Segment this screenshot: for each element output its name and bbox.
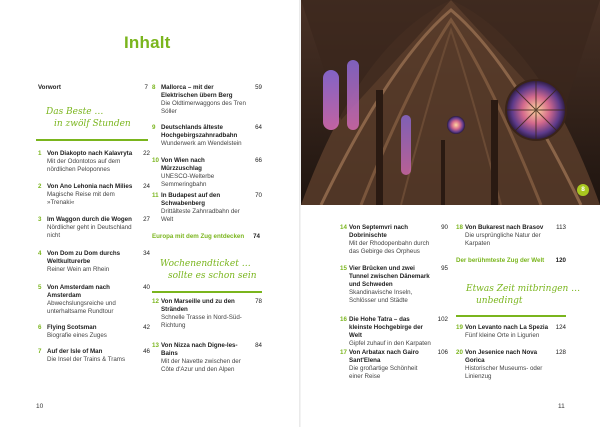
- toc-entry-page: 27: [143, 216, 150, 223]
- toc-entry-title: Von Dom zu Dom durchs Weltkulturerbe: [47, 250, 121, 265]
- toc-entry-body: [152, 157, 262, 189]
- toc-entry-body: [152, 192, 262, 224]
- toc-entry-body: [38, 150, 150, 174]
- toc-entry-number: 18: [456, 224, 463, 231]
- toc-entry-body: [38, 250, 150, 274]
- toc-entry-number: 20: [456, 349, 463, 356]
- toc-entry-title: Von Amsterdam nach Amsterdam: [47, 284, 110, 299]
- toc-entry[interactable]: [152, 157, 262, 189]
- toc-entry-page: 84: [255, 342, 262, 349]
- toc-entry-page: 70: [255, 192, 262, 199]
- toc-entry-page: 106: [437, 349, 448, 356]
- toc-entry-subtitle: Mit der Rhodopenbahn durch das Gebirge des Orpheus: [349, 240, 430, 255]
- toc-entry-page: 46: [143, 348, 150, 355]
- toc-entry-page: 42: [143, 324, 150, 331]
- toc-entry[interactable]: [38, 150, 150, 174]
- toc-entry-title: Deutschlands älteste Hochgebirgszahnradbahn: [161, 124, 238, 139]
- section-heading-beste: [46, 106, 131, 130]
- toc-entry[interactable]: [152, 192, 262, 224]
- toc-entry-number: 15: [340, 265, 347, 272]
- toc-entry[interactable]: [38, 324, 150, 340]
- toc-entry-subtitle: Die großartige Schönheit einer Reise: [349, 365, 418, 380]
- toc-entry[interactable]: [152, 124, 262, 148]
- toc-entry-subtitle: Die ursprüngliche Natur der Karpaten: [465, 232, 541, 247]
- toc-entry-body: [152, 124, 262, 148]
- toc-entry-page: 22: [143, 150, 150, 157]
- toc-entry-body: [340, 224, 448, 256]
- cathedral-photo: [301, 0, 600, 205]
- toc-entry-page: 102: [437, 316, 448, 323]
- toc-entry[interactable]: [38, 348, 150, 364]
- toc-entry-subtitle: Nördlicher geht in Deutschland nicht: [47, 224, 132, 239]
- toc-entry-subtitle: Gipfel zuhauf in den Karpaten: [349, 340, 431, 347]
- toc-entry-title: Die Hohe Tatra – das kleinste Hochgebirge der Welt: [349, 316, 423, 339]
- toc-entry-subtitle: Skandinavische Inseln, Schlösser und Städte: [349, 289, 413, 304]
- toc-entry-body: [38, 324, 150, 340]
- toc-entry-body: [456, 349, 566, 381]
- toc-entry-title: Auf der Isle of Man: [47, 348, 103, 355]
- toc-entry-body: [152, 298, 262, 330]
- toc-entry-title: Von Nizza nach Digne-les-Bains: [161, 342, 238, 357]
- toc-entry[interactable]: [456, 324, 566, 340]
- toc-entry-number: 16: [340, 316, 347, 323]
- toc-entry-page: 74: [253, 233, 260, 240]
- toc-entry[interactable]: [340, 224, 448, 256]
- toc-entry-subtitle: Schnelle Trasse in Nord-Süd-Richtung: [161, 314, 242, 329]
- toc-entry[interactable]: [456, 349, 566, 381]
- toc-entry-page: 40: [143, 284, 150, 291]
- toc-entry-page: 34: [143, 250, 150, 257]
- toc-entry-subtitle: Die Insel der Trains & Trams: [47, 356, 126, 363]
- section-heading-line: in zwölf Stunden: [54, 119, 131, 129]
- toc-entry-page: 24: [143, 183, 150, 190]
- toc-entry-title: In Budapest auf den Schwabenberg: [161, 192, 221, 207]
- section-underline: [456, 315, 566, 317]
- section-underline: [36, 139, 148, 141]
- toc-entry-number: 11: [152, 192, 159, 199]
- toc-entry-body: [152, 84, 262, 116]
- toc-entry-page: 90: [441, 224, 448, 231]
- toc-entry-title: Von Jesenice nach Nova Gorica: [465, 349, 538, 364]
- toc-entry-body: [38, 216, 150, 240]
- toc-entry-page: 124: [555, 324, 566, 331]
- toc-entry-subtitle: Historischer Museums- oder Linienzug: [465, 365, 543, 380]
- toc-entry-body: [340, 349, 448, 381]
- toc-entry-title: Von Wien nach Mürzzuschlag: [161, 157, 205, 172]
- toc-entry-title: Flying Scotsman: [47, 324, 97, 331]
- toc-entry-number: 10: [152, 157, 159, 164]
- toc-entry-vorwort[interactable]: [38, 84, 148, 92]
- toc-entry-title: Von Bukarest nach Brasov: [465, 224, 544, 231]
- toc-entry-subtitle: Reiner Wein am Rhein: [47, 266, 110, 273]
- toc-entry-body: [340, 316, 448, 348]
- toc-entry-subtitle: Fünf kleine Orte in Ligurien: [465, 332, 540, 339]
- toc-entry-number: 9: [152, 124, 156, 131]
- section-heading-wochenende: [160, 258, 257, 282]
- toc-entry-number: 13: [152, 342, 159, 349]
- toc-entry-number: 1: [38, 150, 42, 157]
- toc-entry-title: Mallorca – mit der Elektrischen übern Berg: [161, 84, 233, 99]
- toc-entry[interactable]: [340, 316, 448, 348]
- toc-entry[interactable]: [38, 250, 150, 274]
- toc-entry-page: 95: [441, 265, 448, 272]
- toc-entry-body: [38, 284, 150, 316]
- toc-entry-page: 7: [144, 84, 148, 91]
- toc-entry-body: [38, 348, 150, 364]
- toc-entry[interactable]: [38, 216, 150, 240]
- toc-entry-number: 19: [456, 324, 463, 331]
- section-underline: [152, 291, 262, 293]
- page-badge: 8: [577, 184, 589, 196]
- toc-entry-europa[interactable]: [152, 233, 260, 241]
- toc-entry-number: 4: [38, 250, 42, 257]
- toc-entry-number: 5: [38, 284, 42, 291]
- toc-entry[interactable]: [456, 224, 566, 248]
- toc-entry-page: 113: [556, 224, 566, 231]
- toc-entry-title: Im Waggon durch die Wogen: [47, 216, 132, 223]
- page-title: Inhalt: [124, 33, 171, 52]
- toc-entry-title: Vorwort: [38, 84, 61, 91]
- page-number-right: 11: [558, 403, 565, 410]
- toc-entry-subtitle: Mit der Odontotos auf dem nördlichen Peloponnes: [47, 158, 121, 173]
- toc-entry-title: Von Arbatax nach Gairo Sant'Elena: [349, 349, 419, 364]
- toc-entry[interactable]: [152, 298, 262, 330]
- toc-entry-beruehmt[interactable]: [456, 257, 566, 265]
- toc-entry-body: [38, 183, 150, 207]
- toc-entry-number: 2: [38, 183, 42, 190]
- toc-entry-title: Von Marseille und zu den Stränden: [161, 298, 235, 313]
- toc-entry[interactable]: [38, 284, 150, 316]
- toc-entry-number: 3: [38, 216, 42, 223]
- section-heading-line: Etwas Zeit mitbringen …: [466, 284, 581, 294]
- toc-entry-body: [456, 324, 566, 340]
- toc-entry-body: [340, 265, 448, 305]
- toc-entry-subtitle: Wunderwerk am Wendelstein: [161, 140, 242, 147]
- section-heading-line: Das Beste …: [46, 107, 104, 117]
- toc-entry[interactable]: [152, 342, 262, 374]
- toc-entry-title: Von Septemvri nach Dobrinischte: [349, 224, 409, 239]
- toc-entry-title: Der berühmteste Zug der Welt: [456, 257, 545, 264]
- toc-entry-subtitle: Drittälteste Zahnradbahn der Welt: [161, 208, 240, 223]
- toc-entry-number: 6: [38, 324, 42, 331]
- toc-entry-page: 78: [255, 298, 262, 305]
- toc-entry-subtitle: Abwechslungsreiche und unterhaltsame Rundtour: [47, 300, 116, 315]
- page-number-left: 10: [36, 403, 44, 410]
- toc-entry-subtitle: Biografie eines Zuges: [47, 332, 107, 339]
- toc-entry-body: [152, 342, 262, 374]
- toc-entry-number: 17: [340, 349, 347, 356]
- toc-entry-page: 66: [255, 157, 262, 164]
- toc-entry-number: 7: [38, 348, 42, 355]
- toc-entry-number: 14: [340, 224, 347, 231]
- toc-entry-title: Von Ano Lehonia nach Milies: [47, 183, 133, 190]
- toc-entry-title: Von Levanto nach La Spezia: [465, 324, 549, 331]
- toc-entry[interactable]: [340, 265, 448, 305]
- toc-entry[interactable]: [340, 349, 448, 381]
- toc-entry-page: 128: [555, 349, 566, 356]
- toc-entry-title: Vier Brücken und zwei Tunnel zwischen Dänemark und Schweden: [349, 265, 430, 288]
- section-heading-zeit: [466, 283, 580, 307]
- toc-entry-page: 59: [255, 84, 262, 91]
- toc-entry[interactable]: [38, 183, 150, 207]
- toc-entry-title: Europa mit dem Zug entdecken: [152, 233, 245, 240]
- toc-entry-body: [456, 224, 566, 248]
- toc-entry-page: 120: [555, 257, 566, 264]
- section-heading-line: unbedingt: [476, 296, 523, 306]
- toc-entry-subtitle: Magische Reise mit dem »Trenaki«: [47, 191, 115, 206]
- section-heading-line: Wochenendticket …: [160, 259, 251, 269]
- toc-entry-number: 12: [152, 298, 159, 305]
- toc-entry-page: 64: [255, 124, 262, 131]
- toc-entry-subtitle: Mit der Navette zwischen der Côte d'Azur und den Alpen: [161, 358, 241, 373]
- section-heading-line: sollte es schon sein: [168, 271, 257, 281]
- toc-entry-number: 8: [152, 84, 156, 91]
- toc-entry[interactable]: [152, 84, 262, 116]
- toc-entry-subtitle: Die Oldtimerwaggons des Tren Sóller: [161, 100, 246, 115]
- toc-entry-subtitle: UNESCO-Welterbe Semmeringbahn: [161, 173, 215, 188]
- toc-entry-title: Von Diakopto nach Kalavryta: [47, 150, 133, 157]
